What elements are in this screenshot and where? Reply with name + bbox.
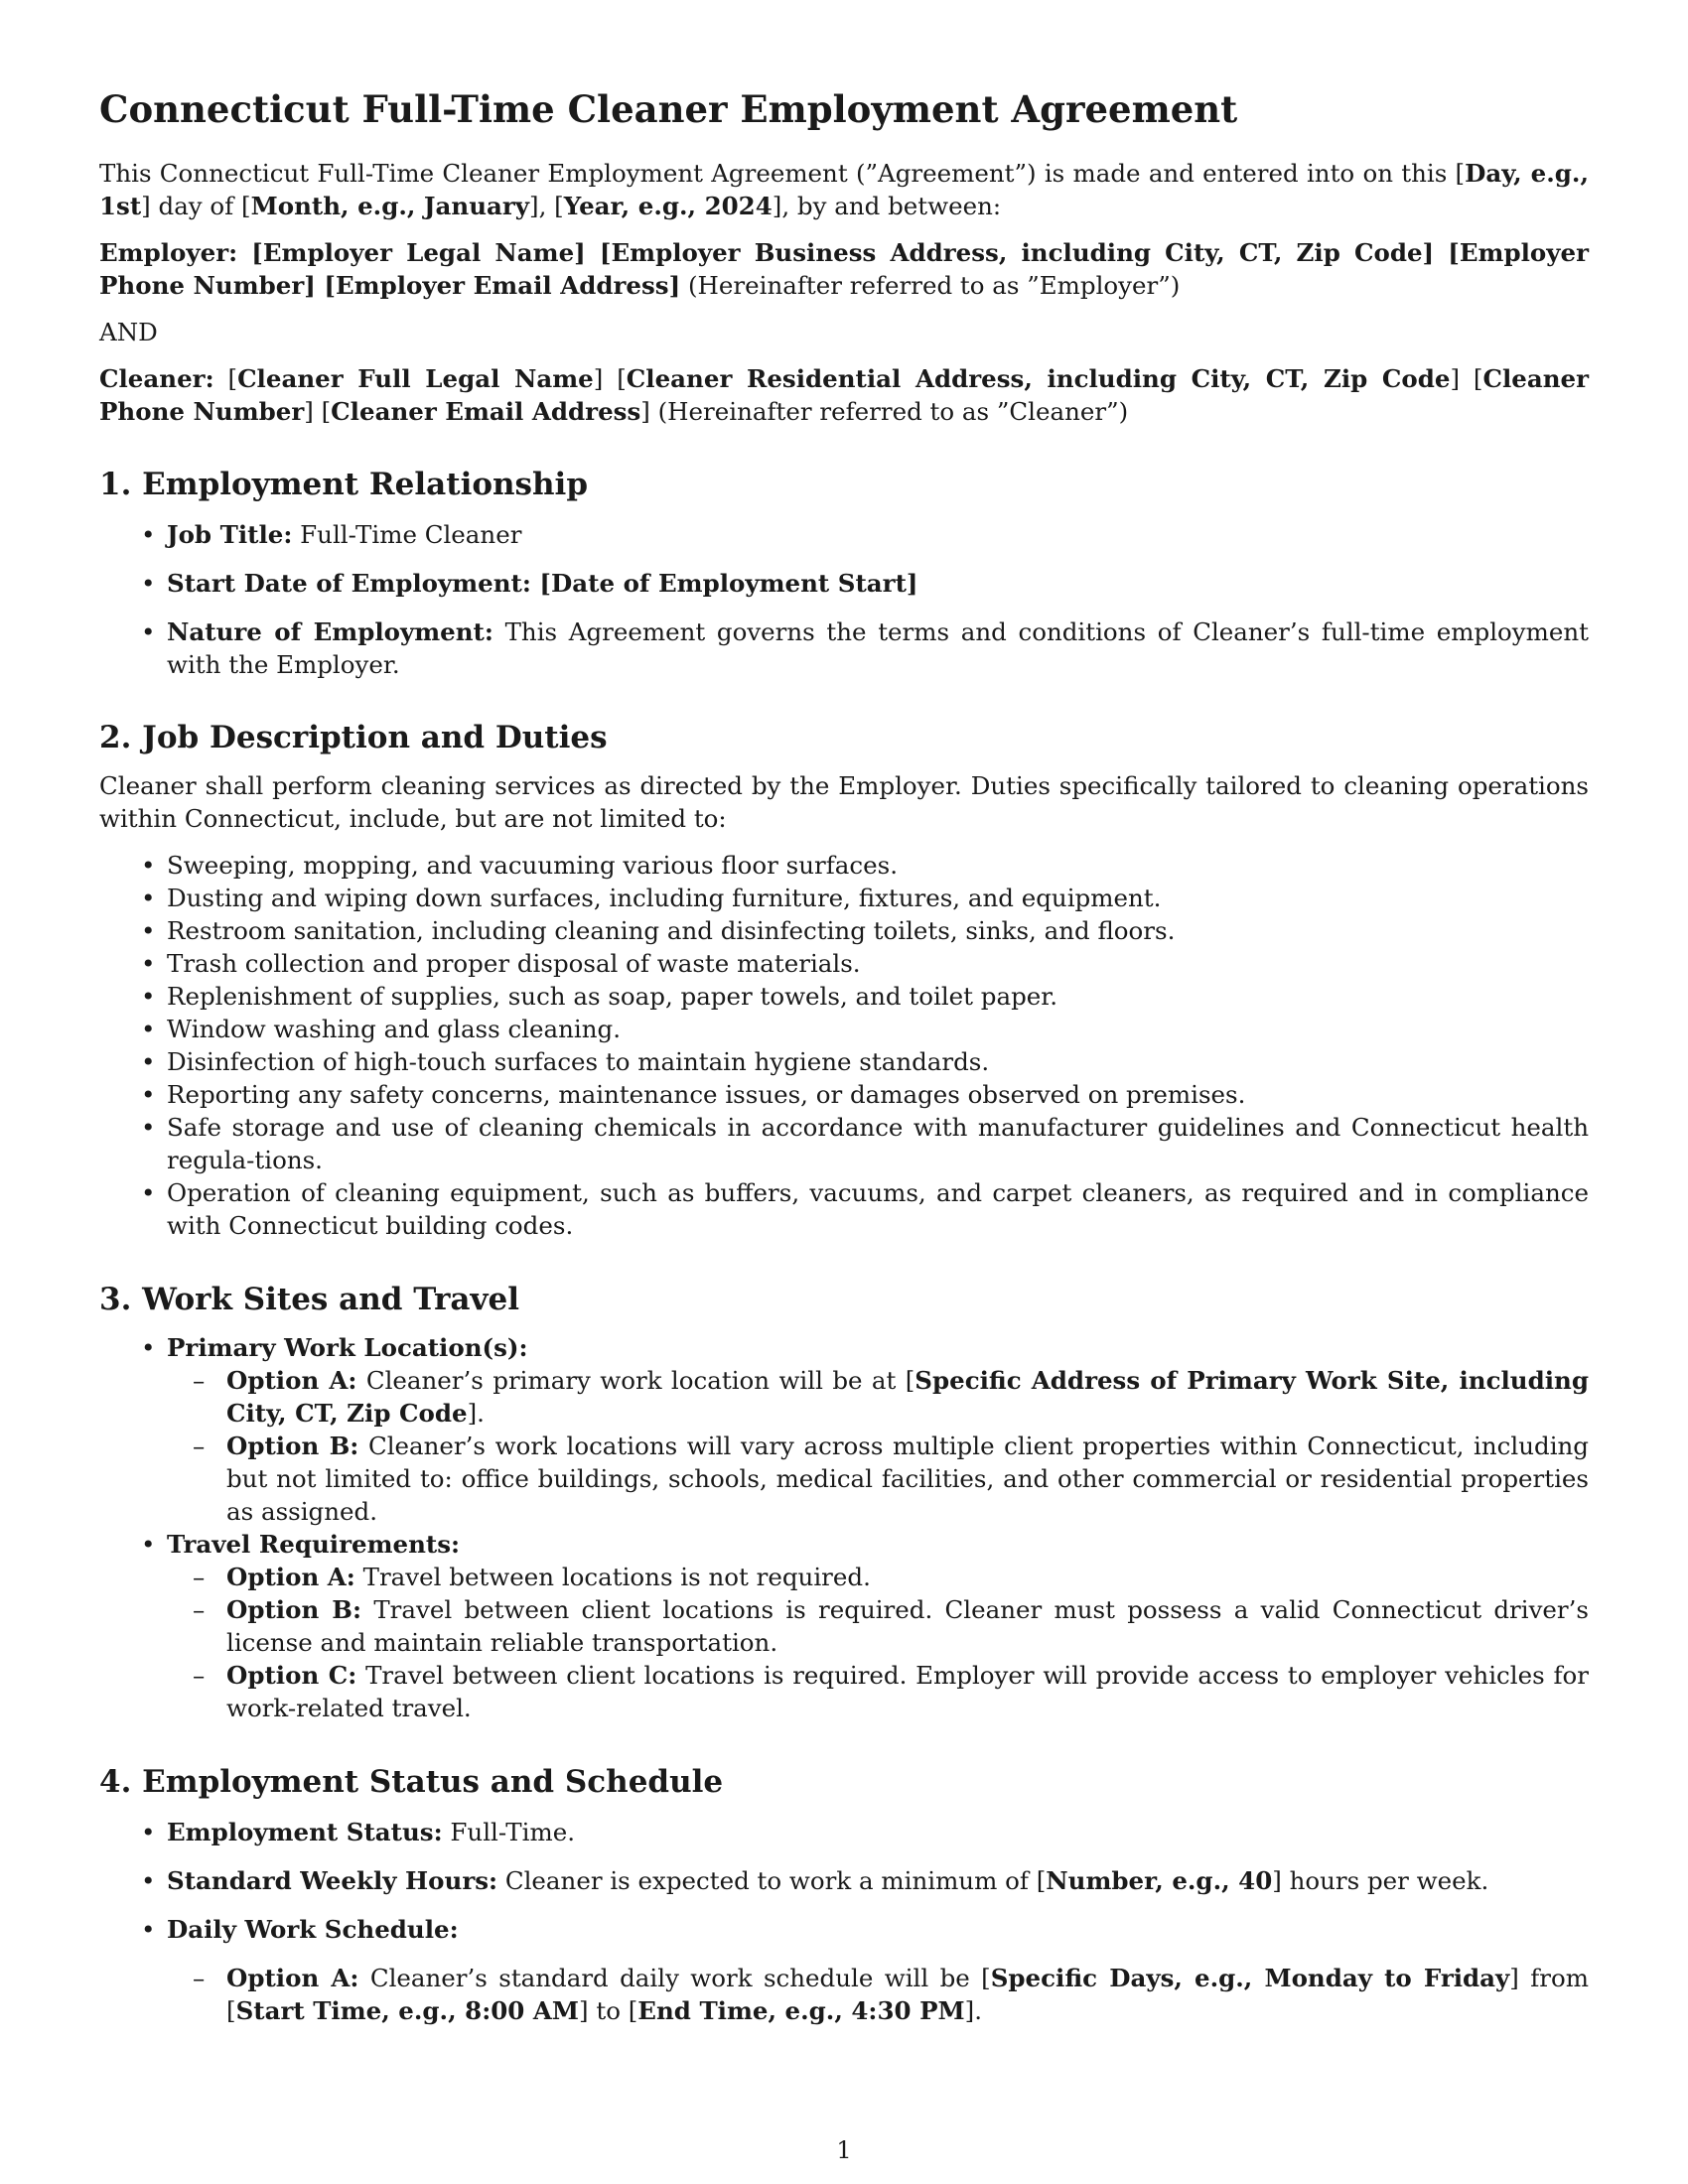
travel-label: Travel Requirements:	[167, 1530, 461, 1559]
month-field: Month, e.g., January	[250, 192, 530, 220]
weekly-hours-field: Number, e.g., 40	[1046, 1866, 1273, 1895]
list-item: • Safe storage and use of cleaning chemicals in accordance with manufacturer guidelines and Connecticut health regula-tions.	[167, 1111, 1589, 1176]
list-item: • Window washing and glass cleaning.	[167, 1013, 1589, 1045]
cleaner-email-field: Cleaner Email Address	[331, 397, 641, 426]
list-item: – Option A: Cleaner’s primary work location will be at [Specific Address of Primary Work Site, including City, CT, Zip Code].	[226, 1364, 1589, 1430]
section-4-heading: 4. Employment Status and Schedule	[99, 1764, 724, 1800]
schedule-options	[167, 1962, 1589, 2027]
section-3-list	[99, 1331, 1589, 1724]
work-location-label: Primary Work Location(s):	[167, 1333, 528, 1362]
cleaner-phone-field: Cleaner Phone Number	[99, 364, 1590, 426]
list-item: • Sweeping, mopping, and vacuuming various floor surfaces.	[167, 849, 1589, 882]
cleaner-name-field: Cleaner Full Legal Name	[237, 364, 594, 393]
employer-block	[99, 236, 1589, 302]
list-item: • Operation of cleaning equipment, such as buffers, vacuums, and carpet cleaners, as required and in compliance with Connecticut building codes.	[167, 1176, 1589, 1242]
start-time-field: Start Time, e.g., 8:00 AM	[235, 1996, 579, 2025]
list-item: • Nature of Employment: This Agreement governs the terms and conditions of Cleaner’s full-time employment with the Employer.	[167, 615, 1589, 681]
list-item: – Option B: Cleaner’s work locations will vary across multiple client properties within Connecticut, including but not limited to: office buildings, schools, medical facilities, and other commercial or residential properties as assigned.	[226, 1430, 1589, 1528]
employer-note: (Hereinafter referred to as ”Employer”)	[680, 271, 1181, 300]
work-days-field: Specific Days, e.g., Monday to Friday	[990, 1964, 1510, 1992]
list-item: • Replenishment of supplies, such as soap, paper towels, and toilet paper.	[167, 980, 1589, 1013]
section-2-intro: Cleaner shall perform cleaning services as directed by the Employer. Duties specifically tailored to cleaning operations within Connecticut, include, but are not limited to:	[99, 771, 1589, 833]
section-1-list	[99, 518, 1589, 681]
list-item: • Job Title: Full-Time Cleaner	[167, 518, 1589, 551]
list-item: – Option A: Travel between locations is not required.	[226, 1561, 1589, 1593]
intro-paragraph: This Connecticut Full-Time Cleaner Employment Agreement (”Agreement”) is made and entered into on this [Day, e.g., 1st] day of [Month, e.g., January], [Year, e.g., 2024], by and between:	[99, 159, 1589, 220]
document-page	[99, 87, 1589, 2027]
work-location-options	[167, 1364, 1589, 1528]
and-separator: AND	[99, 318, 158, 346]
list-item	[167, 1528, 1589, 1724]
list-item: – Option B: Travel between client locations is required. Cleaner must possess a valid Connecticut driver’s license and maintain reliable transportation.	[226, 1593, 1589, 1659]
list-item: • Standard Weekly Hours: Cleaner is expected to work a minimum of [Number, e.g., 40] hours per week.	[167, 1864, 1589, 1897]
list-item: • Reporting any safety concerns, maintenance issues, or damages observed on premises.	[167, 1078, 1589, 1111]
list-item: – Option A: Cleaner’s standard daily work schedule will be [Specific Days, e.g., Monday to Friday] from [Start Time, e.g., 8:00 AM] to [End Time, e.g., 4:30 PM].	[226, 1962, 1589, 2027]
list-item: • Employment Status: Full-Time.	[167, 1816, 1589, 1848]
duties-list	[99, 849, 1589, 1242]
end-time-field: End Time, e.g., 4:30 PM	[637, 1996, 965, 2025]
cleaner-block: Cleaner: [Cleaner Full Legal Name] [Cleaner Residential Address, including City, CT, Zip Code] [Cleaner Phone Number] [Cleaner Email Address] (Hereinafter referred to as ”Cleaner”)	[99, 364, 1590, 426]
list-item: • Start Date of Employment: [Date of Employment Start]	[167, 567, 1589, 600]
daily-schedule-label: Daily Work Schedule:	[167, 1915, 459, 1944]
list-item: • Disinfection of high-touch surfaces to maintain hygiene standards.	[167, 1045, 1589, 1078]
list-item: • Restroom sanitation, including cleaning and disinfecting toilets, sinks, and floors.	[167, 914, 1589, 947]
employer-details: Employer: [Employer Legal Name] [Employer Business Address, including City, CT, Zip Code] [Employer Phone Number] [Employer Email Address]	[99, 238, 1589, 300]
section-3-heading: 3. Work Sites and Travel	[99, 1282, 520, 1317]
start-date-field: Date of Employment Start	[551, 569, 907, 598]
list-item: – Option C: Travel between client locations is required. Employer will provide access to employer vehicles for work-related travel.	[226, 1659, 1589, 1724]
list-item	[167, 1331, 1589, 1528]
cleaner-label: Cleaner:	[99, 364, 214, 393]
section-1-heading: 1. Employment Relationship	[99, 467, 589, 502]
list-item	[167, 1913, 1589, 2027]
cleaner-address-field: Cleaner Residential Address, including City, CT, Zip Code	[626, 364, 1451, 393]
section-4-list	[99, 1816, 1589, 2027]
primary-site-field: Specific Address of Primary Work Site, including City, CT, Zip Code	[226, 1366, 1589, 1428]
list-item: • Dusting and wiping down surfaces, including furniture, fixtures, and equipment.	[167, 882, 1589, 914]
day-field: Day, e.g., 1st	[99, 159, 1589, 220]
document-title: Connecticut Full-Time Cleaner Employment Agreement	[99, 87, 1238, 131]
travel-options	[167, 1561, 1589, 1724]
year-field: Year, e.g., 2024	[563, 192, 773, 220]
section-2-heading: 2. Job Description and Duties	[99, 720, 608, 755]
page-number: 1	[836, 2136, 852, 2164]
list-item: • Trash collection and proper disposal of waste materials.	[167, 947, 1589, 980]
